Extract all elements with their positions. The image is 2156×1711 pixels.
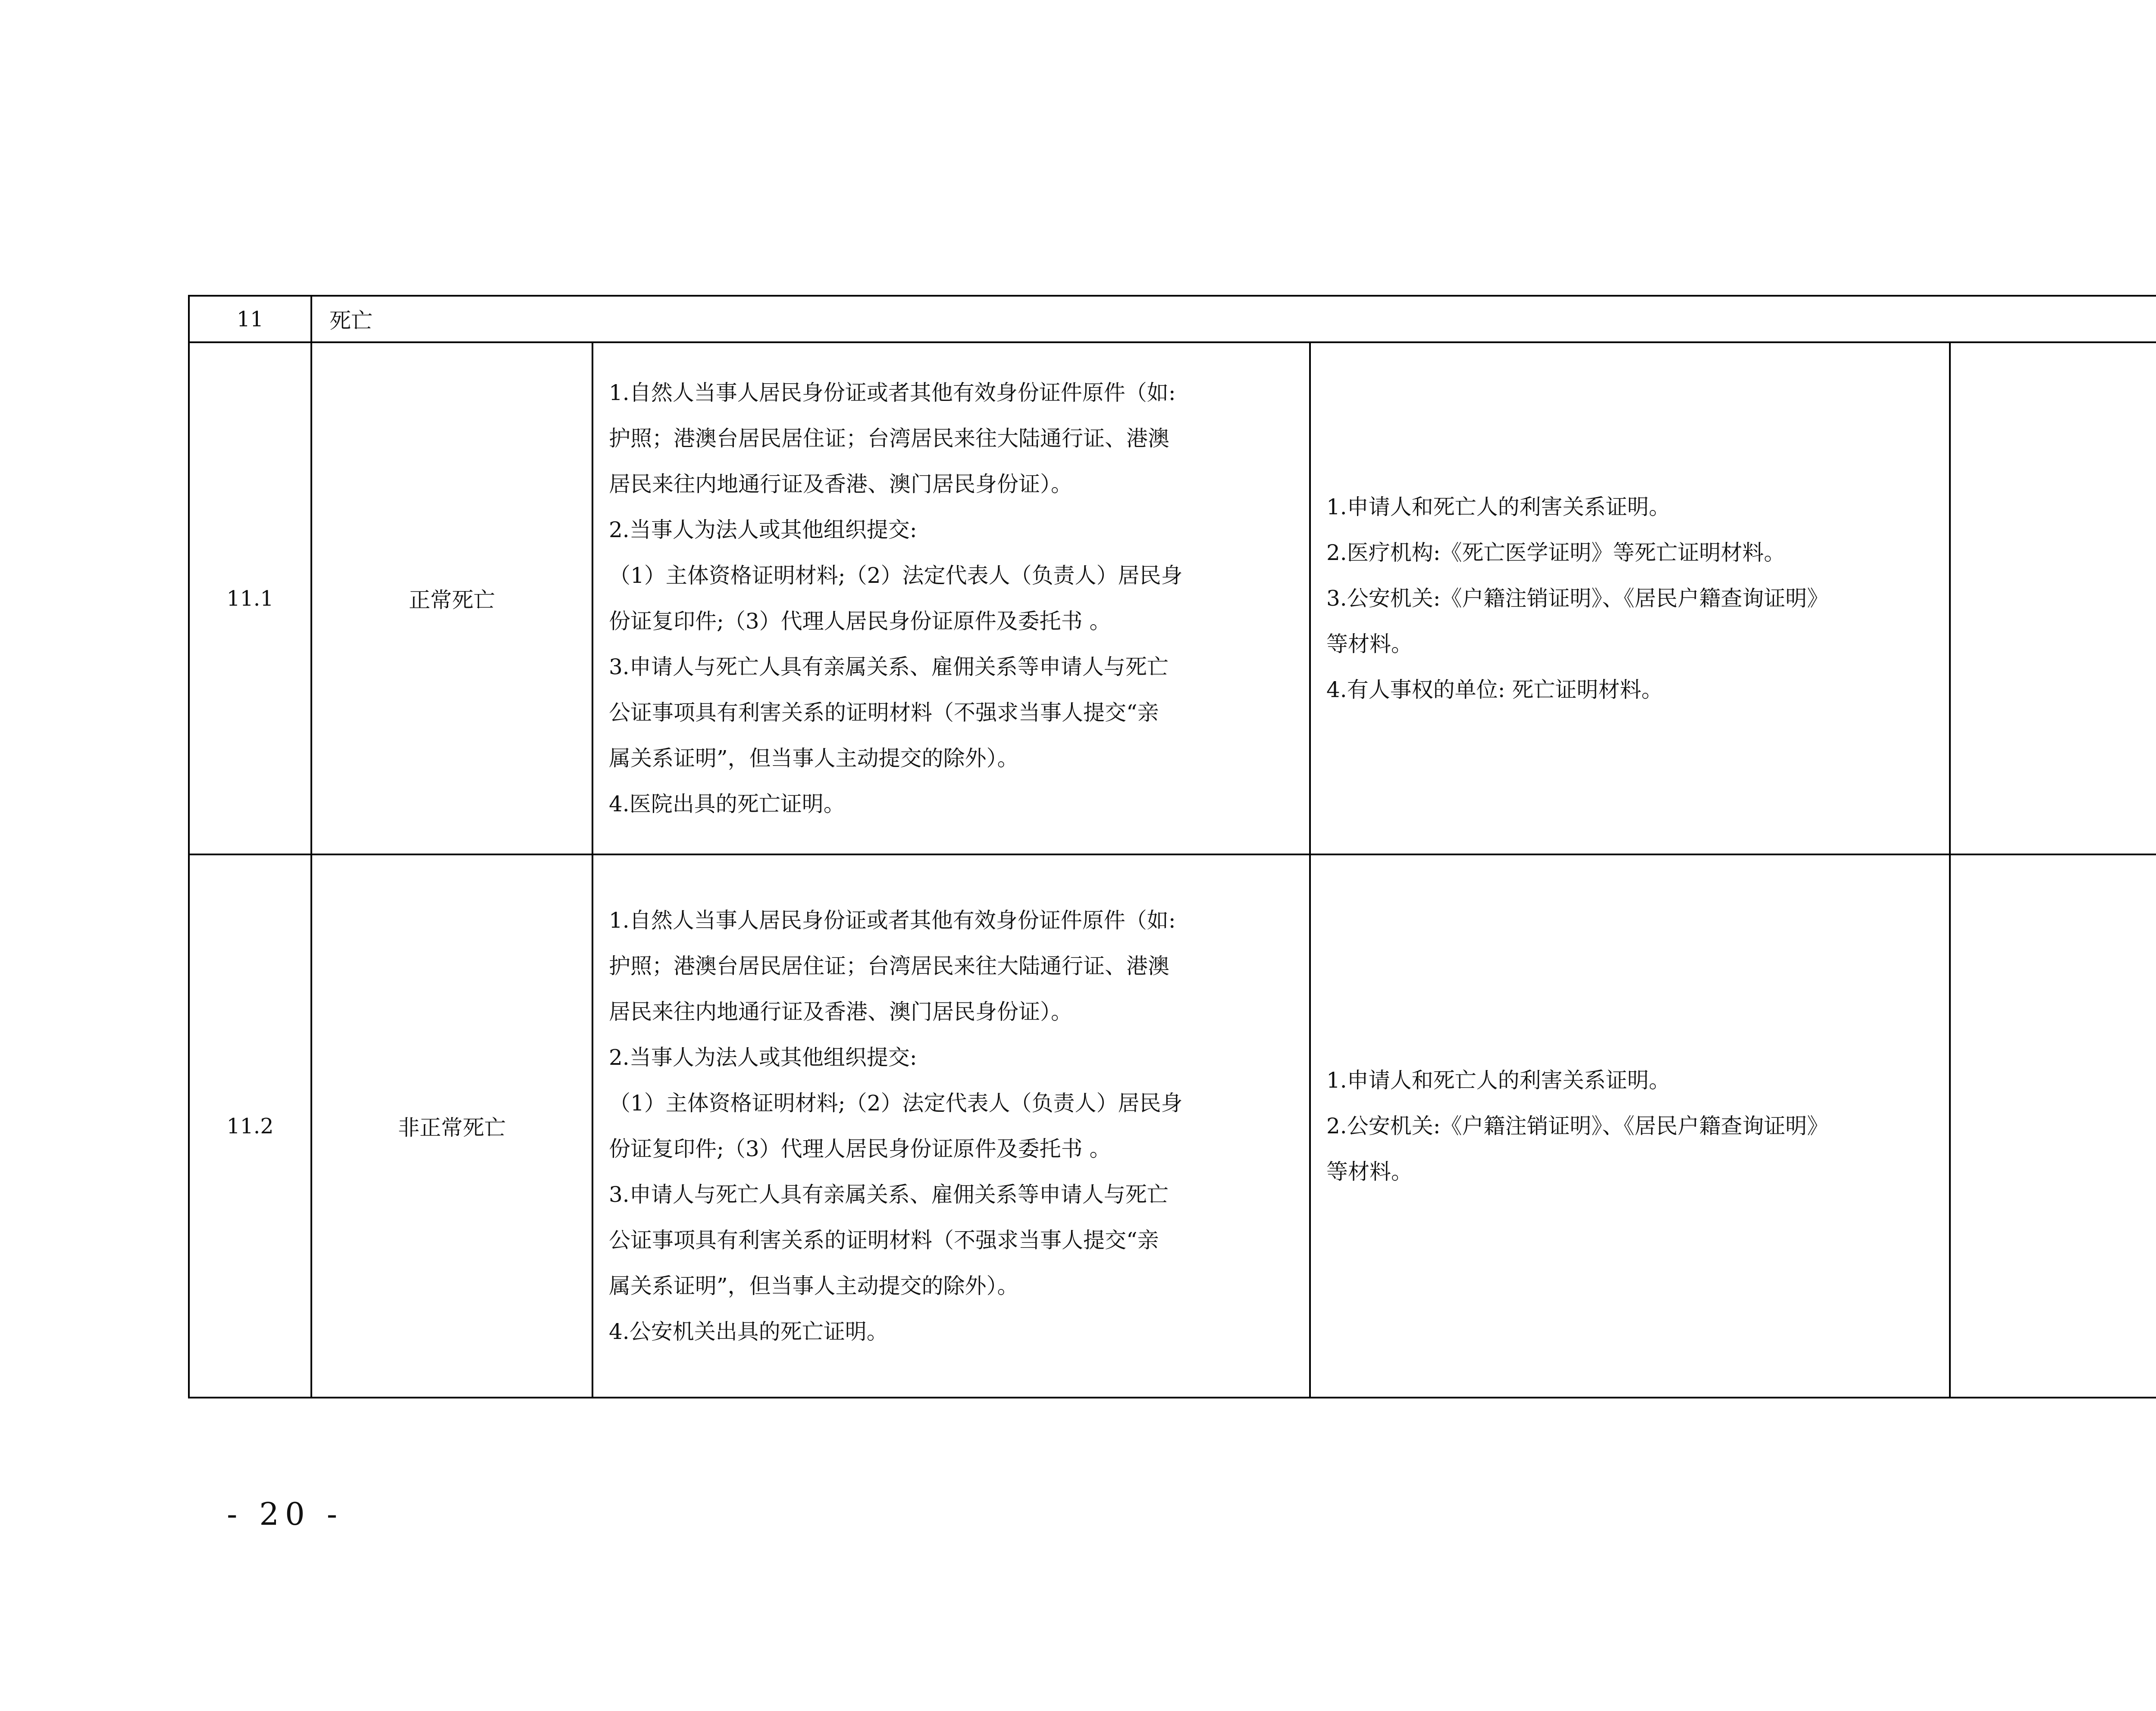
verification-line: 2.医疗机构:《死亡医学证明》等死亡证明材料。 <box>1326 540 1786 565</box>
required-materials <box>592 342 1310 854</box>
material-line: 3.申请人与死亡人具有亲属关系、雇佣关系等申请人与死亡 <box>609 1182 1169 1207</box>
material-line: 护照；港澳台居民居住证；台湾居民来往大陆通行证、港澳 <box>609 954 1169 979</box>
section-row <box>189 296 2156 342</box>
material-line: （1）主体资格证明材料;（2）法定代表人（负责人）居民身 <box>609 1091 1183 1116</box>
material-line: 公证事项具有利害关系的证明材料（不强求当事人提交“亲 <box>609 1228 1159 1253</box>
table-row <box>189 342 2156 854</box>
remark-cell <box>1950 342 2156 854</box>
verification-line: 等材料。 <box>1326 1159 1413 1184</box>
material-line: （1）主体资格证明材料;（2）法定代表人（负责人）居民身 <box>609 563 1183 588</box>
material-line: 份证复印件;（3）代理人居民身份证原件及委托书 。 <box>609 609 1111 634</box>
verification-line: 2.公安机关:《户籍注销证明》、《居民户籍查询证明》 <box>1326 1114 1829 1139</box>
verification-line: 等材料。 <box>1326 632 1413 657</box>
verification-line: 4.有人事权的单位: 死亡证明材料。 <box>1326 677 1663 702</box>
material-line: 居民来往内地通行证及香港、澳门居民身份证）。 <box>609 472 1072 497</box>
material-line: 居民来往内地通行证及香港、澳门居民身份证）。 <box>609 999 1072 1024</box>
remark-cell <box>1950 854 2156 1398</box>
verification-line: 1.申请人和死亡人的利害关系证明。 <box>1326 1068 1670 1093</box>
material-line: 1.自然人当事人居民身份证或者其他有效身份证件原件（如: <box>609 908 1176 933</box>
section-number: 11 <box>189 296 311 342</box>
item-name: 正常死亡 <box>311 342 592 854</box>
required-materials <box>592 854 1310 1398</box>
verification-materials <box>1310 854 1950 1398</box>
material-line: 4.公安机关出具的死亡证明。 <box>609 1319 888 1344</box>
page-number: - 20 - <box>227 1496 344 1532</box>
material-line: 2.当事人为法人或其他组织提交: <box>609 517 917 542</box>
table-row <box>189 854 2156 1398</box>
document-table <box>188 295 2156 1398</box>
section-title: 死亡 <box>311 296 2156 342</box>
material-line: 属关系证明”，但当事人主动提交的除外）。 <box>609 1273 1019 1298</box>
material-line: 2.当事人为法人或其他组织提交: <box>609 1045 917 1070</box>
material-line: 属关系证明”，但当事人主动提交的除外）。 <box>609 746 1019 771</box>
item-number: 11.1 <box>189 342 311 854</box>
item-number: 11.2 <box>189 854 311 1398</box>
verification-materials <box>1310 342 1950 854</box>
verification-line: 3.公安机关:《户籍注销证明》、《居民户籍查询证明》 <box>1326 586 1829 611</box>
material-line: 护照；港澳台居民居住证；台湾居民来往大陆通行证、港澳 <box>609 426 1169 451</box>
material-line: 份证复印件;（3）代理人居民身份证原件及委托书 。 <box>609 1136 1111 1161</box>
material-line: 公证事项具有利害关系的证明材料（不强求当事人提交“亲 <box>609 700 1159 725</box>
verification-line: 1.申请人和死亡人的利害关系证明。 <box>1326 494 1670 519</box>
material-line: 1.自然人当事人居民身份证或者其他有效身份证件原件（如: <box>609 380 1176 405</box>
item-name: 非正常死亡 <box>311 854 592 1398</box>
material-line: 3.申请人与死亡人具有亲属关系、雇佣关系等申请人与死亡 <box>609 654 1169 679</box>
material-line: 4.医院出具的死亡证明。 <box>609 791 845 816</box>
